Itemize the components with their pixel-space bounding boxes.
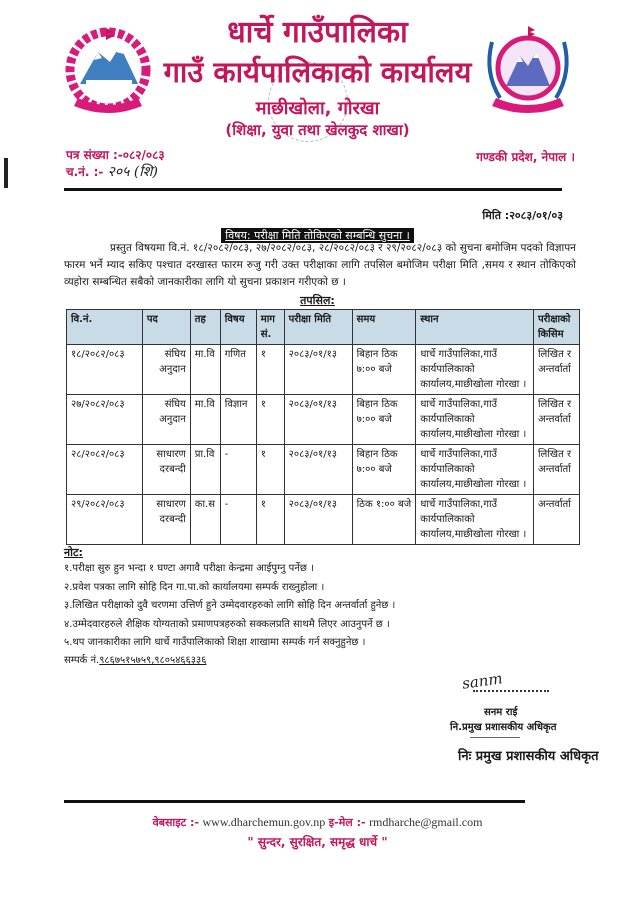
notes-list [64, 560, 395, 653]
official-stamp: निः प्रमुख प्रशासकीय अधिकृत [458, 749, 599, 764]
cell-notice-no: २८/२०८२/०८३ [67, 445, 143, 495]
cell-level: प्रा.वि [190, 445, 220, 495]
contact-label: सम्पर्क नं. [64, 655, 100, 666]
cell-venue: धार्चे गाउँपालिका,गाउँ कार्यपालिकाको कार्यालय,माछीखोला गोरखा । [416, 495, 534, 545]
office-title: गाउँ कार्यपालिकाको कार्यालय [163, 55, 472, 89]
reference-number: पत्र संख्या :-०८२/०८३ [66, 148, 165, 162]
col-header: स्थान [416, 310, 534, 345]
province-name: गण्डकी प्रदेश, नेपाल । [476, 150, 575, 164]
cell-venue: धार्चे गाउँपालिका,गाउँ कार्यपालिकाको कार्यालय,माछीखोला गोरखा । [416, 445, 534, 495]
col-header: परीक्षाको किसिम [533, 310, 579, 345]
signature-line [473, 690, 549, 692]
cell-exam-date: २०८३/०१/१३ [284, 495, 352, 545]
col-header: पद [142, 310, 190, 345]
cell-exam-type: लिखित र अन्तर्वार्ता [533, 445, 579, 495]
cell-post: संघिय अनुदान [142, 395, 190, 445]
cell-exam-date: २०८३/०१/१३ [284, 345, 352, 395]
section-name: (शिक्षा, युवा तथा खेलकुद शाखा) [225, 121, 410, 139]
footer-contact [0, 815, 635, 830]
scan-edge-mark [4, 158, 8, 188]
email-link[interactable]: rmdharche@gmail.com [369, 815, 483, 829]
cell-notice-no: २७/२०८२/०८३ [67, 395, 143, 445]
exam-schedule-table [66, 309, 580, 545]
note-item: १.परीक्षा सुरु हुन भन्दा १ घण्टा अगावै परीक्षा केन्द्रमा आईपुग्नु पर्नेछ । [64, 563, 314, 574]
body-text: प्रस्तुत विषयमा वि.नं. १८/२०८२/०८३, २७/२०८२/०८३, २८/२०८२/०८३ र २९/२०८२/०८३ को सुचना बमोजिम पदको विज्ञापन फारम भर्ने म्याद सकिए पश्चात दरखास्त फारम रुजु गरी उक्त परीक्षाका लागि तपसिल बमोजिम परीक्षा मिति ,समय र स्थान तोकिएको व्यहोरा सम्बन्धित सबैको जानकारीका लागि यो सुचना प्रकाशन गरीएको छ । [64, 242, 576, 288]
cell-time: बिहान ठिक ७:०० बजे [352, 345, 416, 395]
cell-exam-date: २०८३/०१/१३ [284, 395, 352, 445]
cell-demand: १ [256, 445, 284, 495]
footer-divider [64, 800, 525, 803]
col-header: तह [190, 310, 220, 345]
cell-level: का.स [190, 495, 220, 545]
letter-date: मिति :२०८३/०१/०३ [482, 209, 563, 222]
signatory-name: सनम राई [484, 707, 518, 718]
contact-numbers [64, 652, 206, 666]
cell-post: साधारण दरबन्दी [142, 445, 190, 495]
cell-exam-date: २०८३/०१/१३ [284, 445, 352, 495]
col-header: वि.नं. [67, 310, 143, 345]
cell-subject: गणित [220, 345, 256, 395]
website-link[interactable]: www.dharchemun.gov.np [202, 815, 326, 829]
col-header: माग सं. [256, 310, 284, 345]
table-header-row [67, 310, 580, 345]
table-row [67, 445, 580, 495]
cell-level: मा.वि [190, 345, 220, 395]
note-item: २.प्रवेश पत्रका लागि सोहि दिन गा.पा.को कार्यालयमा सम्पर्क राख्नुहोला । [64, 581, 325, 593]
cell-demand: १ [256, 395, 284, 445]
table-row [67, 345, 580, 395]
note-item: ३.लिखित परीक्षाको दुवै चरणमा उत्तिर्ण हुने उम्मेदवारहरुको लागि सोहि दिन अन्तर्वार्ता हुनेछ । [64, 600, 396, 611]
cell-venue: धार्चे गाउँपालिका,गाउँ कार्यपालिकाको कार्यालय,माछीखोला गोरखा । [416, 345, 534, 395]
cell-exam-type: लिखित र अन्तर्वार्ता [533, 395, 579, 445]
stamp-line [470, 737, 520, 738]
cell-exam-type: लिखित र अन्तर्वार्ता [533, 345, 579, 395]
cell-venue: धार्चे गाउँपालिका,गाउँ कार्यपालिकाको कार्यालय,माछीखोला गोरखा । [416, 395, 534, 445]
municipality-title: धार्चे गाउँपालिका [227, 15, 408, 50]
cell-post: साधारण दरबन्दी [142, 495, 190, 545]
cell-subject: विज्ञान [220, 395, 256, 445]
col-header: परीक्षा मिति [284, 310, 352, 345]
signature: sanm [460, 669, 504, 693]
cell-level: मा.वि [190, 395, 220, 445]
cell-subject: - [220, 495, 256, 545]
cell-time: ठिक १:०० बजे [352, 495, 416, 545]
dispatch-label: च.नं. :- [66, 165, 104, 179]
cell-notice-no: २९/२०८२/०८३ [67, 495, 143, 545]
note-item: ४.उम्मेदवारहरुले शैक्षिक योग्यताको प्रमाणपत्रहरुको सक्कलप्रति साथमै लिएर आउनुपर्ने छ । [64, 618, 390, 630]
email-label: इ-मेल :- [328, 816, 366, 829]
cell-post: संघिय अनुदान [142, 345, 190, 395]
office-location: माछीखोला, गोरखा [255, 98, 380, 119]
letter-body [64, 240, 576, 291]
table-heading: तपसिल: [300, 294, 335, 307]
cell-exam-type: अन्तर्वार्ता [533, 495, 579, 545]
col-header: विषय [220, 310, 256, 345]
cell-notice-no: १८/२०८२/०८३ [67, 345, 143, 395]
cell-demand: १ [256, 495, 284, 545]
note-item: ५.थप जानकारीका लागि धार्चे गाउँपालिकाको शिक्षा शाखामा सम्पर्क गर्न सक्नुहुनेछ । [64, 637, 366, 648]
footer-slogan: " सुन्दर, सुरक्षित, समृद्ध धार्चे " [247, 835, 388, 849]
col-header: समय [352, 310, 416, 345]
table-row [67, 395, 580, 445]
cell-time: बिहान ठिक ७:०० बजे [352, 395, 416, 445]
table-row [67, 495, 580, 545]
signatory-title: नि.प्रमुख प्रशासकीय अधिकृत [450, 722, 557, 733]
cell-subject: - [220, 445, 256, 495]
header-divider [64, 188, 562, 191]
notes-heading: नोट: [64, 546, 83, 559]
cell-demand: १ [256, 345, 284, 395]
subject-text: विषय: परीक्षा मिति तोकिएको सम्बन्धि सुचना । [221, 228, 414, 243]
cell-time: बिहान ठिक ७:०० बजे [352, 445, 416, 495]
dispatch-value: २०५ (शि) [107, 164, 158, 180]
website-label: वेबसाइट :- [152, 816, 200, 829]
contact-value: ९८६७५१५७५९,९८०५४६६३३६ [99, 655, 207, 666]
dispatch-number [66, 162, 158, 181]
